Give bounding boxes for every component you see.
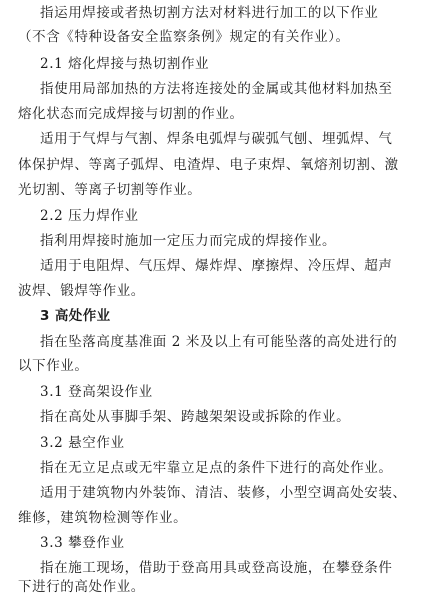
paragraph-line: 适用于电阻焊、气压焊、爆炸焊、摩擦焊、冷压焊、超声 [40,258,393,274]
section-heading-3: 3 高处作业 [40,308,111,324]
paragraph-line: 指利用焊接时施加一定压力而完成的焊接作业。 [40,233,337,249]
paragraph-line: 波焊、锻焊等作业。 [18,283,145,299]
paragraph-line: 体保护焊、等离子弧焊、电渣焊、电子束焊、氧熔剂切割、激 [18,157,399,173]
section-heading-3-3: 3.3 攀登作业 [40,535,125,551]
paragraph-line: 光切割、等离子切割等作业。 [18,182,202,198]
paragraph-line: 维修，建筑物检测等作业。 [18,510,188,526]
paragraph-line: 下进行的高处作业。 [18,579,145,595]
paragraph-line: 适用于建筑物内外装饰、清洁、装修，小型空调高处安装、 [40,485,407,501]
paragraph-line: 指在坠落高度基准面 2 米及以上有可能坠落的高处进行的 [40,334,398,350]
paragraph-line: 适用于气焊与气割、焊条电弧焊与碳弧气刨、埋弧焊、气 [40,131,393,147]
paragraph-line: 熔化状态而完成焊接与切割的作业。 [18,106,244,122]
paragraph-line: 指在高处从事脚手架、跨越架架设或拆除的作业。 [40,409,351,425]
section-heading-2-1: 2.1 熔化焊接与热切割作业 [40,56,210,72]
paragraph-line: 以下作业。 [18,358,89,374]
section-heading-3-1: 3.1 登高架设作业 [40,384,153,400]
section-heading-3-2: 3.2 悬空作业 [40,435,125,451]
section-heading-2-2: 2.2 压力焊作业 [40,208,139,224]
paragraph-line: 指在无立足点或无牢靠立足点的条件下进行的高处作业。 [40,460,393,476]
paragraph-line: 指运用焊接或者热切割方法对材料进行加工的以下作业 [40,5,379,21]
paragraph-line: 指使用局部加热的方法将连接处的金属或其他材料加热至 [40,81,393,97]
paragraph-line: 指在施工现场，借助于登高用具或登高设施，在攀登条件 [40,560,393,576]
paragraph-line: （不含《特种设备安全监察条例》规定的有关作业）。 [18,29,350,45]
